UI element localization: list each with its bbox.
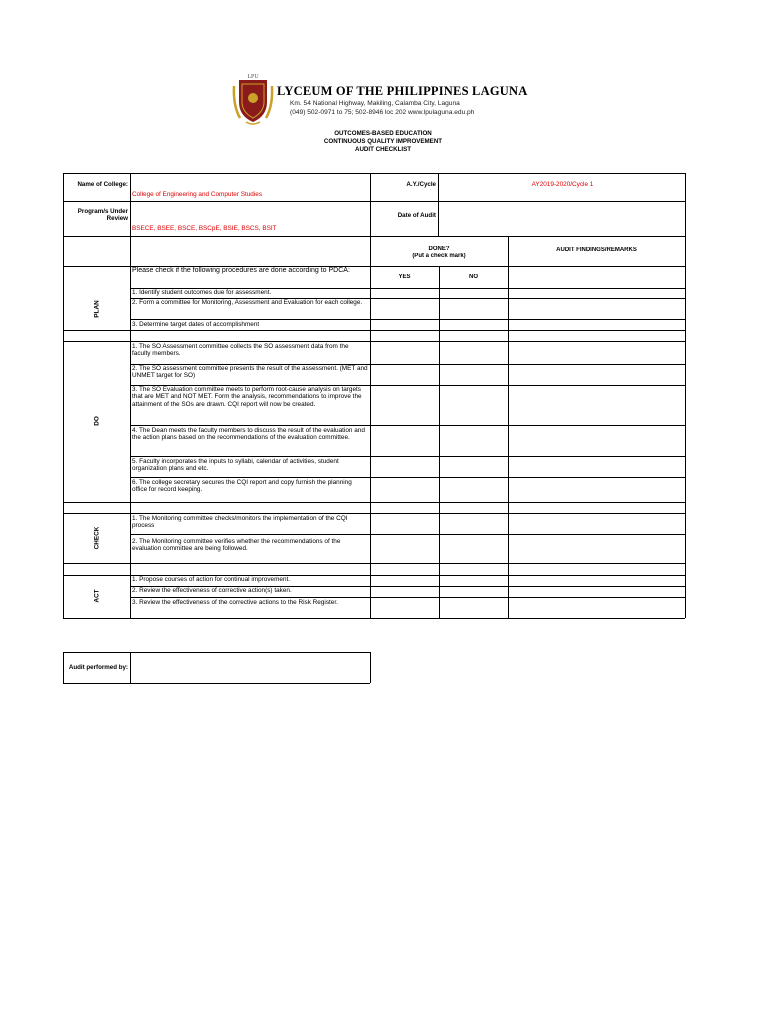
ay-cycle-label: A.Y./Cycle xyxy=(406,181,436,188)
check-item-1: 1. The Monitoring committee checks/monitors the implementation of the CQI process xyxy=(132,515,348,530)
done-header: DONE? xyxy=(428,246,450,252)
no-header: NO xyxy=(469,274,478,280)
institution-name: LYCEUM OF THE PHILIPPINES LAGUNA xyxy=(277,84,528,98)
do-item-6: 6. The college secretary secures the CQI report and copy furnish the planning office for record keeping. xyxy=(132,479,352,494)
do-item-4: 4. The Dean meets the faculty members to discuss the result of the evaluation and the action plans based on the recommendations of the evaluation committee. xyxy=(132,427,365,442)
do-item-1: 1. The SO Assessment committee collects the SO assessment data from the faculty members. xyxy=(132,343,349,358)
done-subheader: (Put a check mark) xyxy=(412,253,466,259)
plan-item-3: 3. Determine target dates of accomplishment xyxy=(132,321,260,328)
act-item-1: 1. Propose courses of action for continual improvement. xyxy=(132,576,291,583)
lpu-seal-logo xyxy=(230,72,276,126)
plan-item-1: 1. Identify student outcomes due for assessment. xyxy=(132,289,272,296)
check-item-2: 2. The Monitoring committee verifies whether the recommendations of the evaluation committee are being followed. xyxy=(132,538,341,553)
yes-header: YES xyxy=(398,274,411,280)
findings-header: AUDIT FINDINGS/REMARKS xyxy=(556,247,637,253)
date-of-audit-label: Date of Audit xyxy=(397,212,436,219)
college-value: College of Engineering and Computer Studies xyxy=(132,191,263,198)
document-title-line3: AUDIT CHECKLIST xyxy=(354,146,412,153)
ay-cycle-value: AY2019-2020/Cycle 1 xyxy=(531,181,594,188)
act-item-3: 3. Review the effectiveness of the corrective actions to the Risk Register. xyxy=(132,599,338,606)
college-label: Name of College: xyxy=(77,181,128,188)
phase-label-do: DO xyxy=(93,416,101,426)
do-item-5: 5. Faculty incorporates the inputs to syllabi, calendar of activities, student organization plans and etc. xyxy=(132,458,339,473)
document-title-line1: OUTCOMES-BASED EDUCATION xyxy=(334,130,432,137)
program-value: BSECE, BSEE, BSCE, BSCpE, BSIE, BSCS, BSIT xyxy=(132,225,277,232)
document-title-line2: CONTINUOUS QUALITY IMPROVEMENT xyxy=(323,138,443,145)
do-item-2: 2. The SO assessment committee presents the result of the assessment. (MET and UNMET target for SO) xyxy=(132,365,368,380)
instruction-text: Please check if the following procedures are done according to PDCA: xyxy=(132,267,350,274)
audit-performed-by-label: Audit performed by: xyxy=(68,664,128,671)
phase-label-act: ACT xyxy=(93,589,101,603)
institution-address: Km. 54 National Highway, Makiling, Calamba City, Laguna xyxy=(290,100,460,107)
act-item-2: 2. Review the effectiveness of corrective action(s) taken. xyxy=(132,587,292,594)
plan-item-2: 2. Form a committee for Monitoring, Assessment and Evaluation for each college. xyxy=(132,299,363,306)
do-item-3: 3. The SO Evaluation committee meets to perform root-cause analysis on targets that are MET and NOT MET. Form the analysis, recommendations to improve the attainment of the SOs are drawn. CQI report will now be created. xyxy=(132,386,362,408)
program-label: Program/s Under Review xyxy=(77,208,128,223)
logo-text: LPU xyxy=(247,74,259,80)
phase-label-plan: PLAN xyxy=(93,300,101,318)
institution-contact: (049) 502-0971 to 75; 502-8946 loc 202 www.lpulaguna.edu.ph xyxy=(290,109,475,116)
phase-label-check: CHECK xyxy=(93,526,101,550)
